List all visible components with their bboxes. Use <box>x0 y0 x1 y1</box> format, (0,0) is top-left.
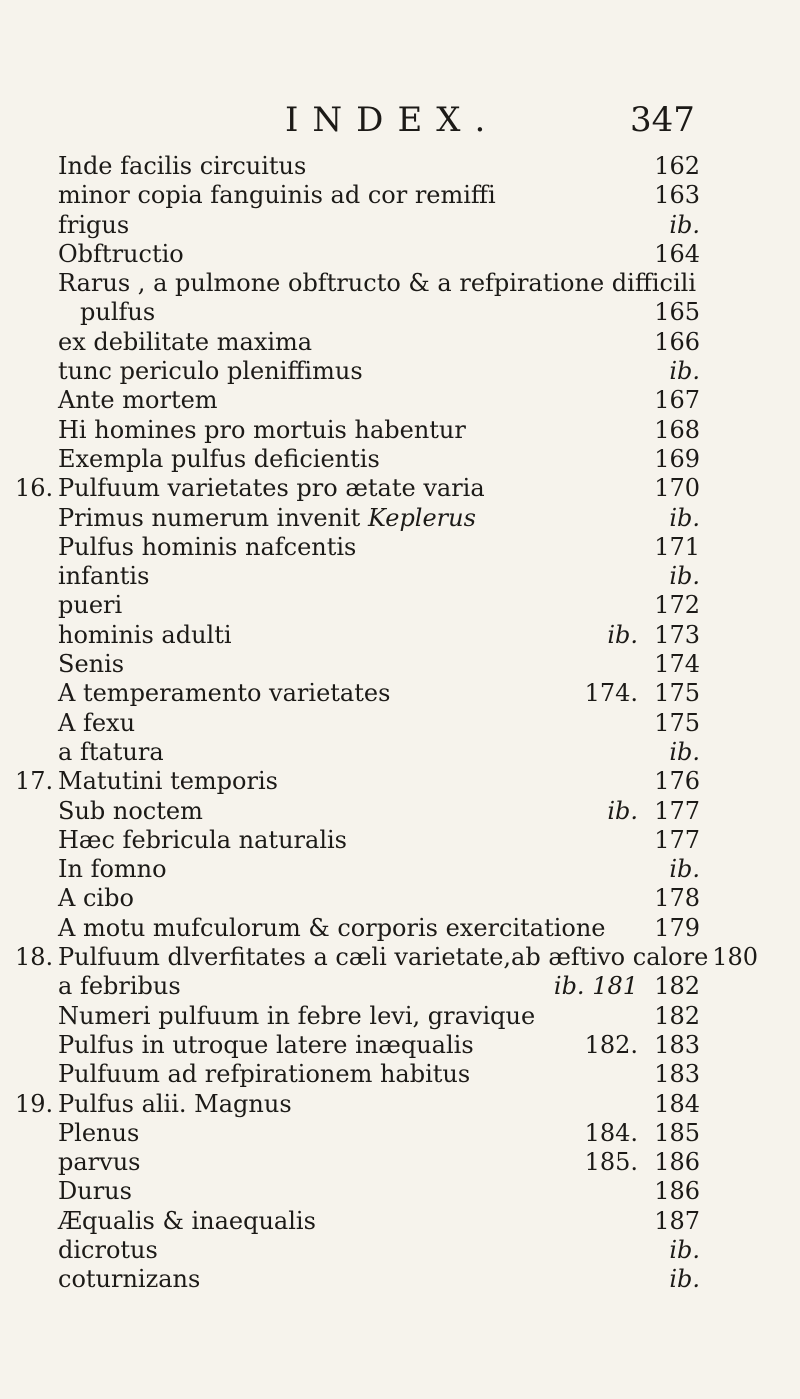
entry-text: Obftructio <box>58 239 184 268</box>
entry-text: minor copia fanguinis ad cor remiffi <box>58 181 496 210</box>
entry-page: 180 <box>712 943 758 972</box>
entry-subpage: 184. <box>584 1118 638 1147</box>
entry-page: 184 <box>654 1089 700 1118</box>
running-title: INDEX. <box>285 100 500 140</box>
index-entry <box>0 591 800 620</box>
index-entry <box>0 504 800 533</box>
entry-page: 179 <box>654 913 700 942</box>
index-entry <box>0 181 800 210</box>
entry-text: a febribus <box>58 972 181 1001</box>
index-entry <box>0 621 800 650</box>
entry-page: 165 <box>654 298 700 327</box>
index-entry <box>0 826 800 855</box>
section-number: 16. <box>15 474 54 503</box>
entry-text: tunc periculo pleniffimus <box>58 357 363 386</box>
index-entry <box>0 1177 800 1206</box>
entry-text: A fexu <box>58 708 136 737</box>
index-entry <box>0 1236 800 1265</box>
index-entry <box>0 445 800 474</box>
index-entry <box>0 357 800 386</box>
entry-text: Pulfus hominis nafcentis <box>58 532 357 561</box>
page-header <box>0 100 800 140</box>
entry-text: Primus numerum invenit Keplerus <box>58 503 476 532</box>
entry-page: 187 <box>654 1206 700 1235</box>
entry-text: Ante mortem <box>58 386 218 415</box>
entry-subpage: 182. <box>584 1030 638 1059</box>
entry-page: 171 <box>654 532 700 561</box>
entry-text: Pulfus alii. Magnus <box>58 1089 292 1118</box>
index-entry <box>0 211 800 240</box>
index-entry <box>0 240 800 269</box>
entry-text: Hæc febricula naturalis <box>58 825 347 854</box>
index-entry <box>0 709 800 738</box>
index-entry <box>0 1207 800 1236</box>
index-entry <box>0 152 800 181</box>
entry-page: 162 <box>654 152 700 180</box>
entry-page: 186 <box>654 1177 700 1206</box>
entry-page: 172 <box>654 591 700 620</box>
index-entry <box>0 269 800 298</box>
entry-subpage: 185. <box>584 1148 638 1177</box>
entry-page: 170 <box>654 474 700 503</box>
section-number: 18. <box>15 943 54 972</box>
index-entry <box>0 650 800 679</box>
index-entry <box>0 1090 800 1119</box>
entry-text: a ftatura <box>58 737 164 766</box>
entry-text: Æqualis & inaequalis <box>58 1206 316 1235</box>
entry-text: Exempla pulfus deficientis <box>58 444 380 473</box>
entry-text: ex debilitate maxima <box>58 327 313 356</box>
entry-text: Pulfus in utroque latere inæqualis <box>58 1030 474 1059</box>
entry-text: Durus <box>58 1177 132 1206</box>
index-entry <box>0 328 800 357</box>
entry-page: 183 <box>654 1060 700 1089</box>
entry-page: ib. <box>669 210 700 239</box>
index-entry <box>0 416 800 445</box>
page-number: 347 <box>630 100 695 140</box>
entry-text: Matutini temporis <box>58 767 278 796</box>
entry-subpage: ib. <box>607 620 638 649</box>
entry-text: dicrotus <box>58 1235 158 1264</box>
entry-page: 182 <box>654 1001 700 1030</box>
index-entry <box>0 914 800 943</box>
entry-page: 164 <box>654 239 700 268</box>
index-entry <box>0 1119 800 1148</box>
section-number: 17. <box>15 767 54 796</box>
entry-text: parvus <box>58 1148 141 1177</box>
entry-page: 173 <box>654 620 700 649</box>
entry-subpage: 174. <box>584 679 638 708</box>
entry-text: Pulfuum dlverfitates a cæli varietate,ab æftivo calore <box>58 943 709 972</box>
entry-page: 177 <box>654 796 700 825</box>
entry-page: 185 <box>654 1118 700 1147</box>
entry-text: Senis <box>58 650 125 679</box>
entry-text: Rarus , a pulmone obftructo & a refpiratione difficili <box>58 269 697 298</box>
entry-page: 183 <box>654 1030 700 1059</box>
entry-text: coturnizans <box>58 1265 201 1294</box>
entry-page: ib. <box>669 855 700 884</box>
entry-text: Inde facilis circuitus <box>58 152 307 180</box>
entry-subpage: ib. 181 <box>553 972 638 1001</box>
index-entry <box>0 1031 800 1060</box>
author-name: Keplerus <box>367 503 476 532</box>
entry-page: ib. <box>669 357 700 386</box>
index-entry <box>0 1060 800 1089</box>
entry-page: ib. <box>669 562 700 591</box>
entry-page: 177 <box>654 825 700 854</box>
entry-page: 169 <box>654 444 700 473</box>
entry-text: Plenus <box>58 1118 140 1147</box>
entry-page: 178 <box>654 884 700 913</box>
entry-page: 175 <box>654 708 700 737</box>
entry-page: 174 <box>654 650 700 679</box>
entry-text: Numeri pulfuum in febre levi, gravique <box>58 1001 536 1030</box>
index-entry <box>0 972 800 1001</box>
index-entry <box>0 884 800 913</box>
entry-text: A cibo <box>58 884 134 913</box>
index-entries <box>0 152 800 1295</box>
entry-page: 176 <box>654 767 700 796</box>
entry-text: A temperamento varietates <box>58 679 391 708</box>
entry-page: 163 <box>654 181 700 210</box>
entry-text: hominis adulti <box>58 620 232 649</box>
entry-text: Sub noctem <box>58 796 203 825</box>
entry-subpage: ib. <box>607 796 638 825</box>
entry-page: ib. <box>669 737 700 766</box>
index-entry <box>0 474 800 503</box>
entry-text: Pulfuum ad refpirationem habitus <box>58 1060 471 1089</box>
entry-page: 168 <box>654 415 700 444</box>
entry-text: frigus <box>58 210 130 239</box>
entry-page: ib. <box>669 1235 700 1264</box>
entry-text: A motu mufculorum & corporis exercitatione <box>58 913 606 942</box>
index-entry <box>0 533 800 562</box>
index-entry <box>0 386 800 415</box>
entry-text: Pulfuum varietates pro ætate varia <box>58 474 485 503</box>
index-entry <box>0 943 800 972</box>
entry-text: infantis <box>58 562 150 591</box>
section-number: 19. <box>15 1089 54 1118</box>
index-entry <box>0 738 800 767</box>
entry-page: 175 <box>654 679 700 708</box>
index-entry <box>0 797 800 826</box>
index-entry <box>0 562 800 591</box>
entry-text: In fomno <box>58 855 167 884</box>
entry-page: ib. <box>669 1265 700 1294</box>
index-entry <box>0 855 800 884</box>
entry-page: ib. <box>669 503 700 532</box>
entry-text: pulfus <box>80 298 156 327</box>
index-entry <box>0 679 800 708</box>
entry-text: Hi homines pro mortuis habentur <box>58 415 466 444</box>
index-entry <box>0 1148 800 1177</box>
index-entry <box>0 1002 800 1031</box>
index-entry <box>0 767 800 796</box>
index-entry <box>0 1265 800 1294</box>
entry-text: pueri <box>58 591 123 620</box>
entry-page: 166 <box>654 327 700 356</box>
entry-page: 167 <box>654 386 700 415</box>
entry-page: 182 <box>654 972 700 1001</box>
index-entry <box>0 298 800 327</box>
entry-page: 186 <box>654 1148 700 1177</box>
